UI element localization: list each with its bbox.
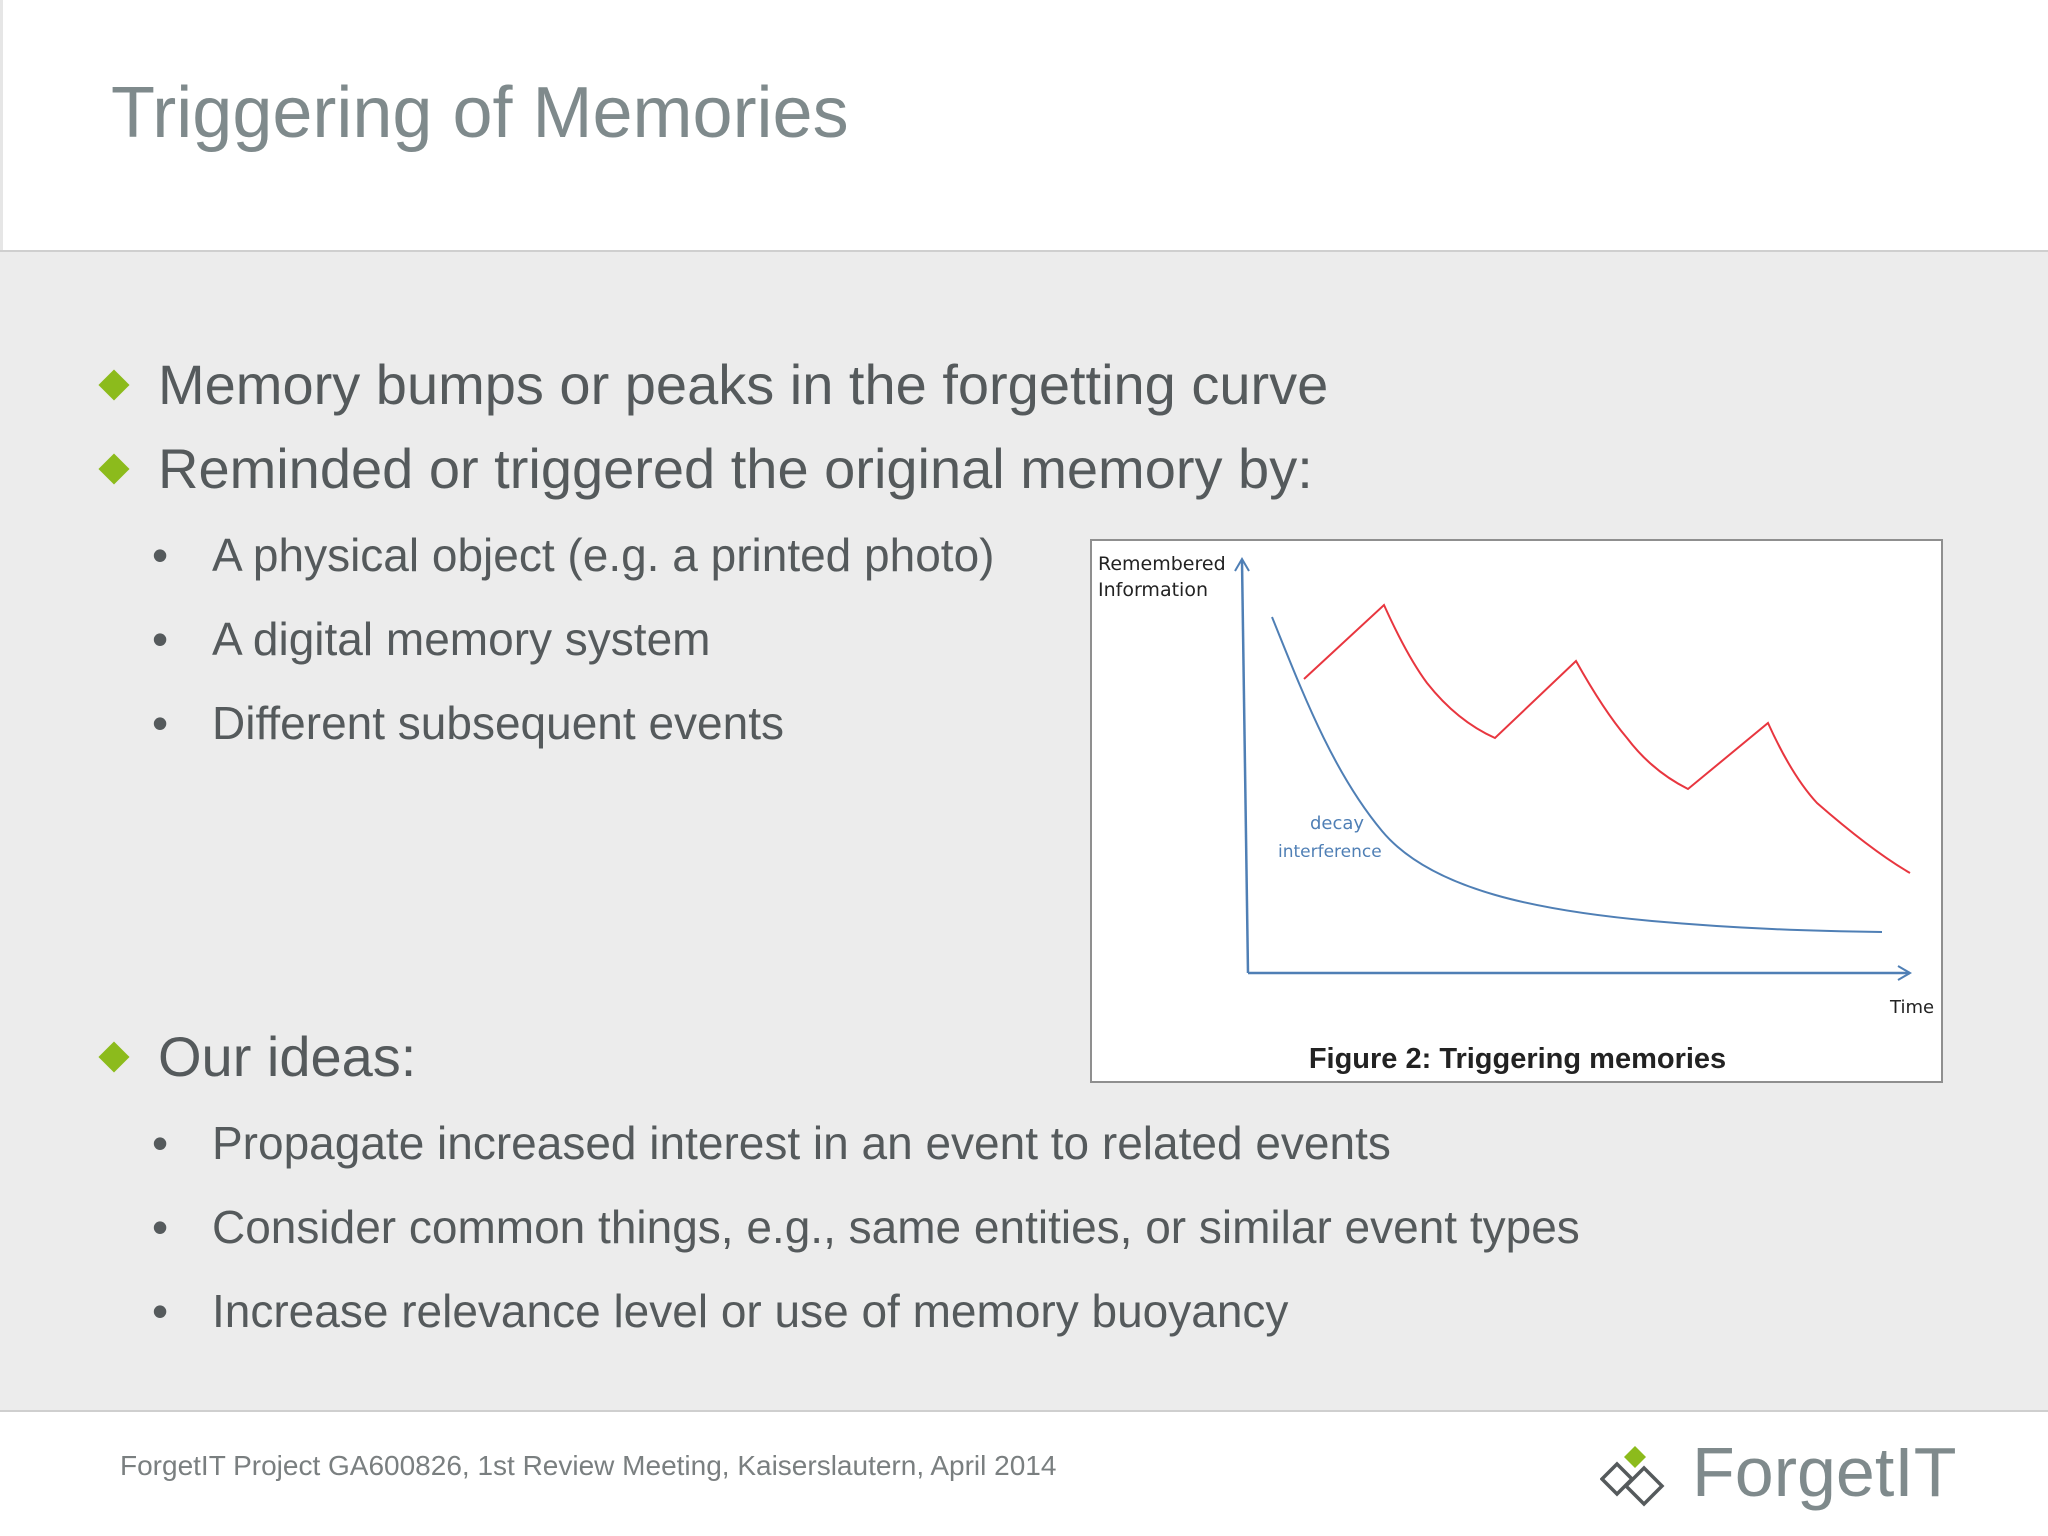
bullet-dot: • (152, 1117, 169, 1169)
figure-forgetting-curve (1090, 539, 1943, 1083)
logo-wordmark: ForgetIT (1692, 1433, 1957, 1511)
y-axis-label-line1: Remembered (1098, 553, 1226, 575)
sub-bullet-text: Increase relevance level or use of memory buoyancy (212, 1285, 1289, 1337)
triggered-memory-curve (1304, 605, 1910, 873)
sub-bullet-text: Different subsequent events (212, 697, 784, 749)
x-axis-label: Time (1890, 997, 1935, 1018)
bullet-dot: • (152, 1201, 169, 1253)
figure-caption: Figure 2: Triggering memories (1308, 1043, 1727, 1075)
slide-header (0, 0, 2048, 250)
bullet-dot: • (152, 529, 169, 581)
y-axis-label-line2: Information (1098, 579, 1208, 601)
decay-label: decay (1310, 813, 1365, 834)
ideas-heading: Our ideas: (158, 1025, 417, 1088)
y-axis (1242, 561, 1248, 973)
footer-text: ForgetIT Project GA600826, 1st Review Meeting, Kaiserslautern, April 2014 (120, 1450, 1057, 1481)
forgetit-logo (1600, 1432, 1980, 1522)
bullet-dot: • (152, 697, 169, 749)
bullet-text: Reminded or triggered the original memory by: (158, 437, 1313, 500)
sub-bullet-text: A digital memory system (212, 613, 711, 665)
slide-title: Triggering of Memories (111, 73, 849, 153)
sub-bullet-text: Propagate increased interest in an event to related events (212, 1117, 1391, 1169)
forgetit-logo-icon (1600, 1444, 1670, 1514)
bullet-dot: • (152, 613, 169, 665)
bullet-dot: • (152, 1285, 169, 1337)
interference-label: interference (1278, 842, 1382, 862)
sub-bullet-text: Consider common things, e.g., same entities, or similar event types (212, 1201, 1580, 1253)
forgetting-curve-diagram (1092, 541, 1943, 1041)
bullet-text: Memory bumps or peaks in the forgetting curve (158, 353, 1329, 416)
sub-bullet-text: A physical object (e.g. a printed photo) (212, 529, 995, 581)
